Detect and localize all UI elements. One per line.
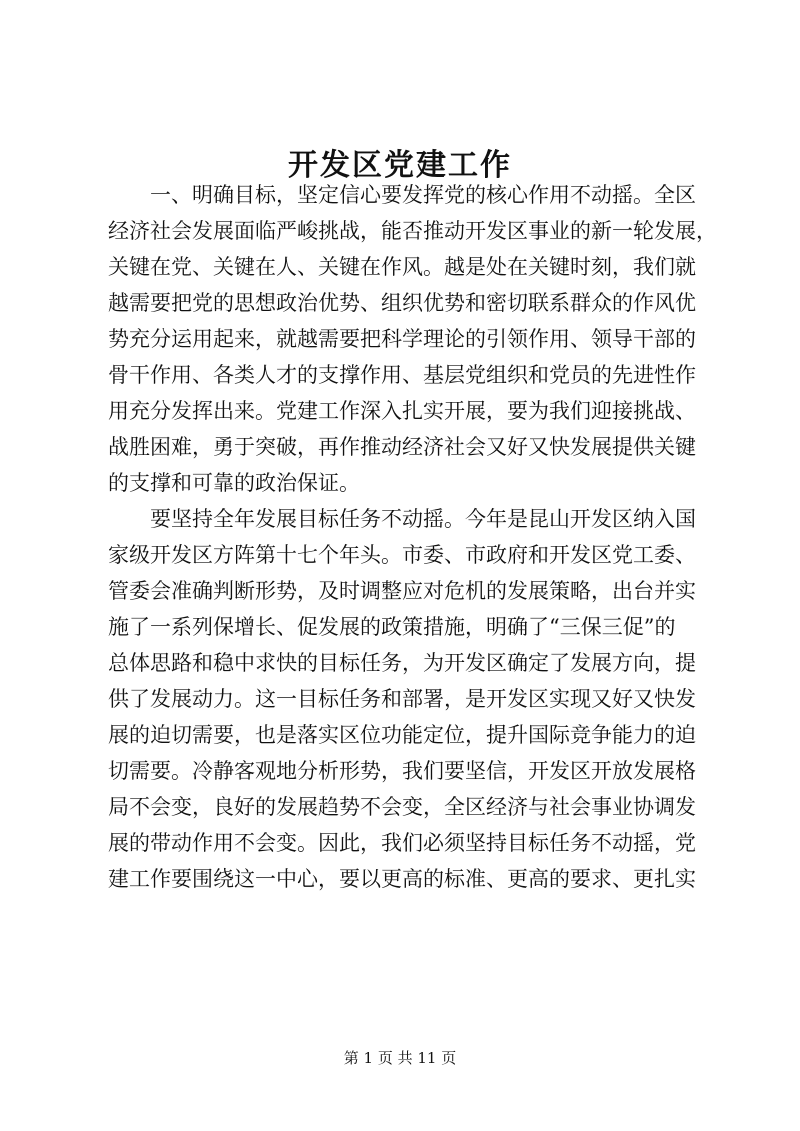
body-line: 建工作要围绕这一中心，要以更高的标准、更高的要求、更扎实	[108, 867, 696, 891]
body-line: 关键在党、关键在人、关键在作风。越是处在关键时刻，我们就	[108, 255, 696, 279]
document-title: 开发区党建工作	[288, 148, 512, 183]
body-line: 局不会变，良好的发展趋势不会变，全区经济与社会事业协调发	[108, 795, 696, 819]
body-line: 展的带动作用不会变。因此，我们必须坚持目标任务不动摇，党	[108, 831, 696, 855]
body-line: 战胜困难，勇于突破，再作推动经济社会又好又快发展提供关键	[108, 435, 696, 459]
body-line: 骨干作用、各类人才的支撑作用、基层党组织和党员的先进性作	[108, 363, 696, 387]
body-line: 家级开发区方阵第十七个年头。市委、市政府和开发区党工委、	[108, 543, 696, 567]
page-footer: 第 1 页 共 11 页	[343, 1049, 457, 1067]
body-line: 的支撑和可靠的政治保证。	[108, 471, 360, 495]
body-line: 管委会准确判断形势，及时调整应对危机的发展策略，出台并实	[108, 579, 696, 603]
body-line: 施了一系列保增长、促发展的政策措施，明确了“三保三促”的	[108, 615, 676, 639]
body-line: 越需要把党的思想政治优势、组织优势和密切联系群众的作风优	[108, 291, 696, 315]
body-line: 供了发展动力。这一目标任务和部署，是开发区实现又好又快发	[108, 687, 696, 711]
body-line: 势充分运用起来，就越需要把科学理论的引领作用、领导干部的	[108, 327, 696, 351]
body-line: 一、明确目标，坚定信心要发挥党的核心作用不动摇。全区	[108, 183, 696, 207]
body-line: 要坚持全年发展目标任务不动摇。今年是昆山开发区纳入国	[108, 507, 696, 531]
body-line: 切需要。冷静客观地分析形势，我们要坚信，开发区开放发展格	[108, 759, 696, 783]
body-line: 展的迫切需要，也是落实区位功能定位，提升国际竞争能力的迫	[108, 723, 696, 747]
body-line: 经济社会发展面临严峻挑战，能否推动开发区事业的新一轮发展，	[108, 219, 717, 243]
body-line: 总体思路和稳中求快的目标任务，为开发区确定了发展方向，提	[108, 651, 696, 675]
body-line: 用充分发挥出来。党建工作深入扎实开展，要为我们迎接挑战、	[108, 399, 696, 423]
